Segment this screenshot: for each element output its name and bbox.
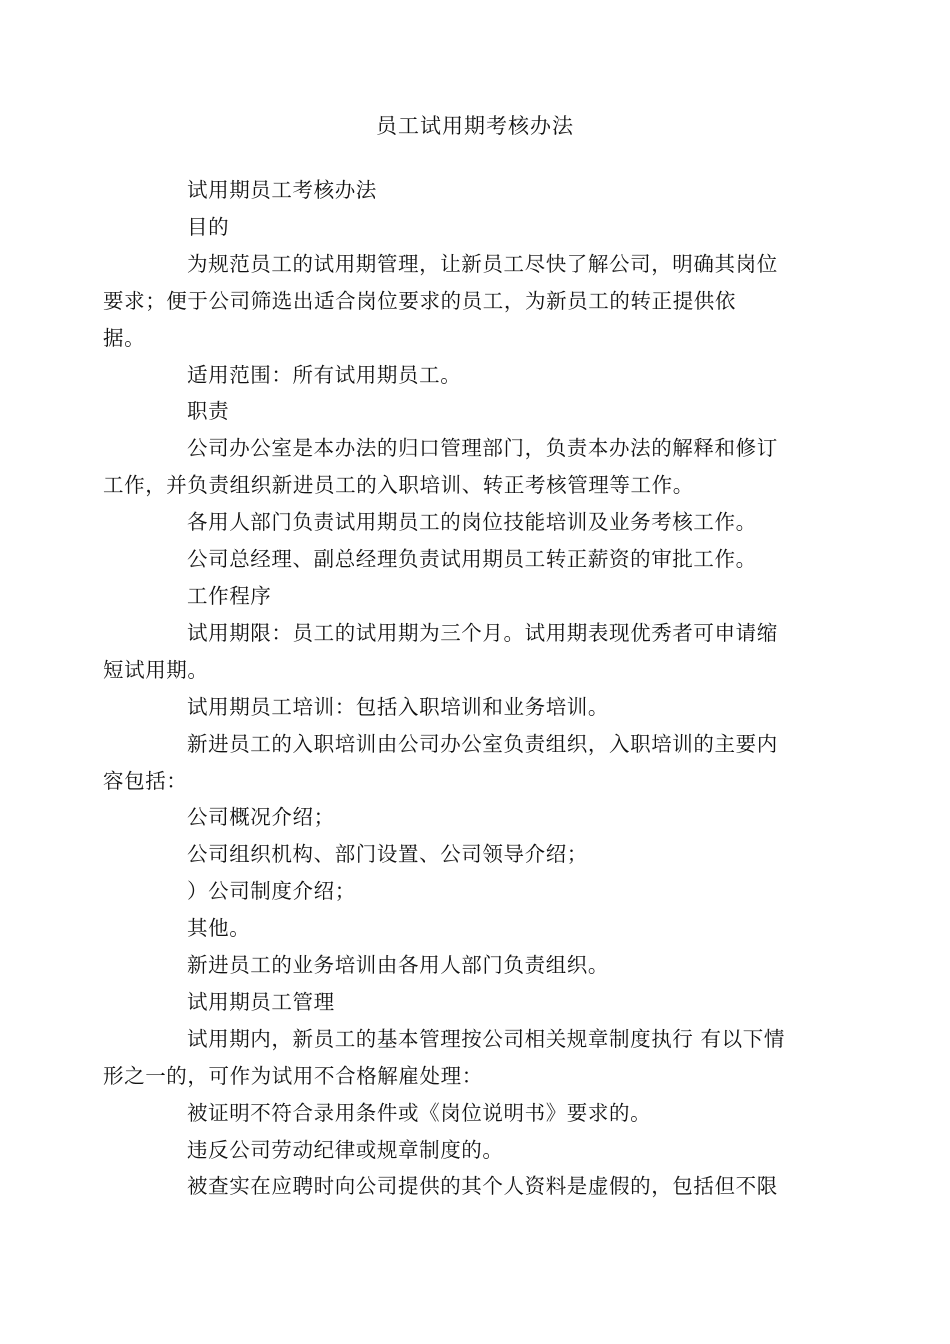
text-line: 公司总经理、副总经理负责试用期员工转正薪资的审批工作。 — [187, 547, 757, 572]
document-title: 员工试用期考核办法 — [376, 114, 574, 138]
text-line: 容包括： — [103, 768, 188, 793]
text-line: 新进员工的业务培训由各用人部门负责组织。 — [187, 953, 609, 978]
list-item-organization — [145, 836, 807, 873]
text-line: 短试用期。 — [103, 657, 209, 682]
text-line: 为规范员工的试用期管理，让新员工尽快了解公司，明确其岗位 — [187, 251, 778, 276]
paragraph-heading-assessment — [145, 172, 807, 209]
text-line: 试用期员工管理 — [187, 989, 335, 1014]
paragraph-heading-purpose — [145, 209, 807, 246]
text-line: 据。 — [103, 325, 146, 350]
text-line: 被证明不符合录用条件或《岗位说明书》要求的。 — [187, 1100, 652, 1125]
text-line: 新进员工的入职培训由公司办公室负责组织，入职培训的主要内 — [187, 731, 778, 756]
text-line: 其他。 — [187, 916, 251, 941]
paragraph-manager-responsibility — [145, 541, 807, 578]
paragraph-probation-period — [103, 615, 807, 689]
text-line: ）公司制度介绍； — [187, 879, 356, 904]
text-line: 目的 — [187, 214, 230, 239]
paragraph-management-rules — [103, 1021, 807, 1095]
paragraph-department-responsibility — [145, 504, 807, 541]
text-line: 形之一的，可作为试用不合格解雇处理： — [103, 1063, 483, 1088]
paragraph-scope — [145, 357, 807, 394]
text-line: 试用期员工培训：包括入职培训和业务培训。 — [187, 694, 609, 719]
paragraph-purpose — [103, 246, 807, 357]
paragraph-heading-procedure — [145, 578, 807, 615]
paragraph-heading-management — [145, 984, 807, 1021]
text-line: 工作，并负责组织新进员工的入职培训、转正考核管理等工作。 — [103, 473, 694, 498]
document-body — [103, 172, 807, 1205]
text-line: 试用期限：员工的试用期为三个月。试用期表现优秀者可申请缩 — [187, 620, 778, 645]
paragraph-office-responsibility — [103, 430, 807, 504]
list-item-false-information — [145, 1168, 807, 1205]
text-line: 被查实在应聘时向公司提供的其个人资料是虚假的，包括但不限 — [187, 1174, 778, 1199]
text-line: 违反公司劳动纪律或规章制度的。 — [187, 1137, 504, 1162]
list-item-other — [145, 910, 807, 947]
text-line: 公司概况介绍； — [187, 805, 335, 830]
text-line: 要求；便于公司筛选出适合岗位要求的员工，为新员工的转正提供依 — [103, 288, 736, 313]
paragraph-heading-responsibilities — [145, 393, 807, 430]
text-line: 公司组织机构、部门设置、公司领导介绍； — [187, 842, 588, 867]
list-item-company-rules — [145, 873, 807, 910]
text-line: 试用期内，新员工的基本管理按公司相关规章制度执行 有以下情 — [187, 1026, 785, 1051]
paragraph-training — [145, 689, 807, 726]
text-line: 职责 — [187, 399, 230, 424]
list-item-unqualified — [145, 1095, 807, 1132]
paragraph-onboarding-training — [103, 726, 807, 800]
text-line: 工作程序 — [187, 583, 272, 608]
text-line: 适用范围：所有试用期员工。 — [187, 362, 462, 387]
list-item-violation — [145, 1132, 807, 1169]
paragraph-business-training — [145, 947, 807, 984]
list-item-company-overview — [145, 799, 807, 836]
text-line: 公司办公室是本办法的归口管理部门，负责本办法的解释和修订 — [187, 436, 778, 461]
text-line: 试用期员工考核办法 — [187, 178, 377, 202]
text-line: 各用人部门负责试用期员工的岗位技能培训及业务考核工作。 — [187, 510, 757, 535]
